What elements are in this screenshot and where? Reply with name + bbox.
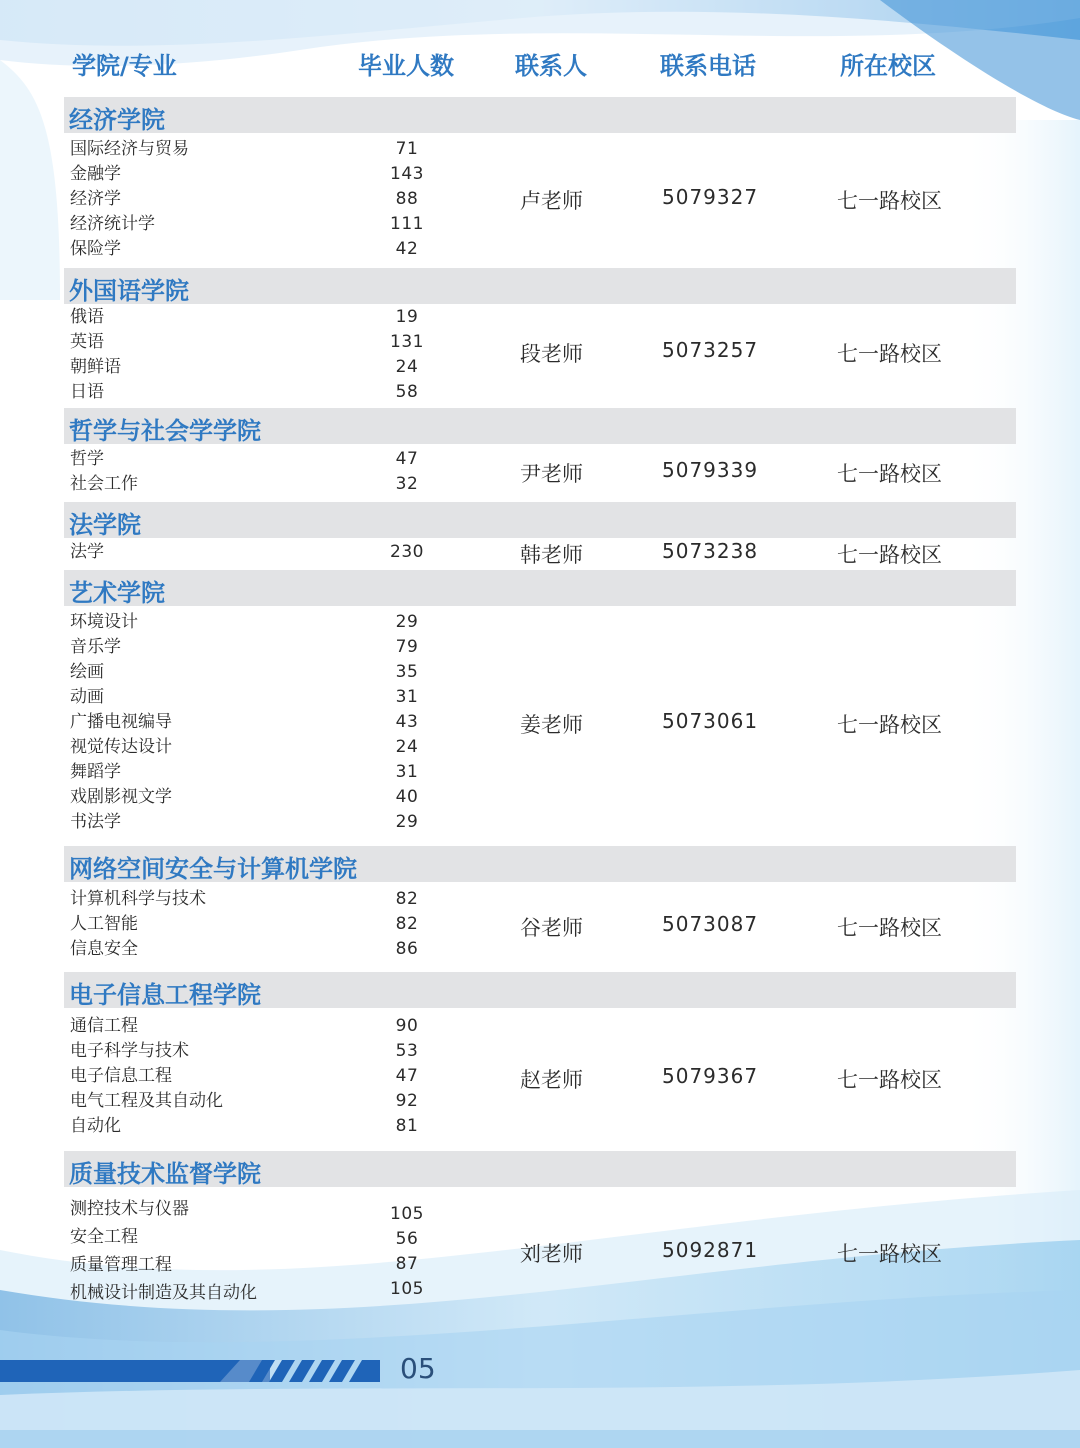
graduate-count: 131 <box>390 332 424 352</box>
major-row <box>70 937 490 962</box>
graduate-count: 56 <box>395 1229 419 1249</box>
major-name: 舞蹈学 <box>70 762 121 782</box>
contact-person: 姜老师 <box>520 713 583 737</box>
campus-name: 七一路校区 <box>837 1068 942 1092</box>
major-name: 通信工程 <box>70 1016 138 1036</box>
campus-name: 七一路校区 <box>837 342 942 366</box>
major-name: 法学 <box>70 542 104 562</box>
header-phone: 联系电话 <box>660 52 756 80</box>
graduate-count: 90 <box>395 1016 419 1036</box>
major-row <box>70 635 490 660</box>
graduate-count: 87 <box>395 1254 419 1274</box>
contact-person: 刘老师 <box>520 1242 583 1266</box>
contact-phone: 5073238 <box>662 539 759 563</box>
major-row <box>70 1114 490 1139</box>
campus-name: 七一路校区 <box>837 916 942 940</box>
major-list <box>70 1014 490 1139</box>
major-name: 书法学 <box>70 812 121 832</box>
major-name: 电子信息工程 <box>70 1066 172 1086</box>
section-header-bar <box>64 97 1016 133</box>
graduate-count: 92 <box>395 1091 419 1111</box>
major-list <box>70 887 490 962</box>
contact-person: 段老师 <box>520 342 583 366</box>
major-name: 电气工程及其自动化 <box>70 1091 223 1111</box>
major-row <box>70 912 490 937</box>
graduate-count: 230 <box>390 542 424 562</box>
major-row <box>70 330 490 355</box>
major-row <box>70 447 490 472</box>
table-header <box>0 46 1080 86</box>
major-row <box>70 1225 490 1253</box>
graduate-count: 31 <box>395 762 419 782</box>
contact-phone: 5073061 <box>662 709 759 733</box>
major-row <box>70 735 490 760</box>
contact-person: 赵老师 <box>520 1068 583 1092</box>
graduate-count: 24 <box>395 737 419 757</box>
major-name: 保险学 <box>70 239 121 259</box>
graduate-count: 29 <box>395 612 419 632</box>
major-name: 安全工程 <box>70 1227 138 1247</box>
major-row <box>70 760 490 785</box>
major-name: 视觉传达设计 <box>70 737 172 757</box>
graduate-count: 105 <box>390 1279 424 1299</box>
contact-person: 卢老师 <box>520 189 583 213</box>
major-row <box>70 1039 490 1064</box>
graduate-count: 86 <box>395 939 419 959</box>
contact-phone: 5079327 <box>662 185 759 209</box>
major-name: 英语 <box>70 332 104 352</box>
contact-person: 尹老师 <box>520 462 583 486</box>
section-header-bar <box>64 268 1016 304</box>
page-number: 05 <box>400 1352 436 1385</box>
major-name: 绘画 <box>70 662 104 682</box>
campus-name: 七一路校区 <box>837 543 942 567</box>
major-list <box>70 1197 490 1309</box>
campus-name: 七一路校区 <box>837 189 942 213</box>
section-title: 质量技术监督学院 <box>69 1160 261 1188</box>
major-name: 经济统计学 <box>70 214 155 234</box>
major-name: 测控技术与仪器 <box>70 1199 189 1219</box>
major-name: 音乐学 <box>70 637 121 657</box>
major-row <box>70 685 490 710</box>
major-name: 国际经济与贸易 <box>70 139 189 159</box>
graduate-count: 71 <box>395 139 419 159</box>
graduate-count: 43 <box>395 712 419 732</box>
major-row <box>70 1064 490 1089</box>
contact-person: 谷老师 <box>520 916 583 940</box>
major-name: 动画 <box>70 687 104 707</box>
major-row <box>70 540 490 565</box>
major-name: 计算机科学与技术 <box>70 889 206 909</box>
graduate-count: 82 <box>395 914 419 934</box>
major-row <box>70 660 490 685</box>
section-title: 外国语学院 <box>69 277 189 305</box>
graduate-count: 47 <box>395 449 419 469</box>
graduate-count: 111 <box>390 214 424 234</box>
major-name: 俄语 <box>70 307 104 327</box>
contact-phone: 5073257 <box>662 338 759 362</box>
campus-name: 七一路校区 <box>837 713 942 737</box>
major-name: 环境设计 <box>70 612 138 632</box>
major-row <box>70 785 490 810</box>
contact-phone: 5079367 <box>662 1064 759 1088</box>
graduate-count: 47 <box>395 1066 419 1086</box>
section-title: 法学院 <box>69 511 141 539</box>
major-name: 哲学 <box>70 449 104 469</box>
major-name: 人工智能 <box>70 914 138 934</box>
contact-phone: 5092871 <box>662 1238 759 1262</box>
major-name: 朝鲜语 <box>70 357 121 377</box>
contact-person: 韩老师 <box>520 543 583 567</box>
graduate-count: 42 <box>395 239 419 259</box>
campus-name: 七一路校区 <box>837 462 942 486</box>
graduate-count: 88 <box>395 189 419 209</box>
section-title: 电子信息工程学院 <box>69 981 261 1009</box>
header-graduates: 毕业人数 <box>358 52 454 80</box>
major-list <box>70 447 490 497</box>
major-row <box>70 355 490 380</box>
major-name: 经济学 <box>70 189 121 209</box>
major-row <box>70 887 490 912</box>
major-row <box>70 187 490 212</box>
section-header-bar <box>64 502 1016 538</box>
section-title: 艺术学院 <box>69 579 165 607</box>
header-contact: 联系人 <box>515 52 587 80</box>
major-row <box>70 472 490 497</box>
major-name: 质量管理工程 <box>70 1255 172 1275</box>
major-row <box>70 1089 490 1114</box>
major-name: 戏剧影视文学 <box>70 787 172 807</box>
graduate-count: 29 <box>395 812 419 832</box>
major-row <box>70 1197 490 1225</box>
major-name: 日语 <box>70 382 104 402</box>
graduate-count: 79 <box>395 637 419 657</box>
graduate-count: 24 <box>395 357 419 377</box>
major-row <box>70 212 490 237</box>
section-title: 网络空间安全与计算机学院 <box>69 855 357 883</box>
footer-stripe-decoration <box>0 1358 380 1384</box>
major-name: 信息安全 <box>70 939 138 959</box>
section-title: 哲学与社会学学院 <box>69 417 261 445</box>
major-list <box>70 305 490 405</box>
major-row <box>70 1281 490 1309</box>
major-row <box>70 810 490 835</box>
graduate-count: 35 <box>395 662 419 682</box>
major-list <box>70 137 490 262</box>
major-row <box>70 710 490 735</box>
header-campus: 所在校区 <box>840 52 936 80</box>
major-row <box>70 162 490 187</box>
major-row <box>70 610 490 635</box>
major-row <box>70 1014 490 1039</box>
major-name: 金融学 <box>70 164 121 184</box>
graduate-count: 32 <box>395 474 419 494</box>
major-name: 广播电视编导 <box>70 712 172 732</box>
major-name: 机械设计制造及其自动化 <box>70 1283 257 1303</box>
section-title: 经济学院 <box>69 106 165 134</box>
major-row <box>70 137 490 162</box>
graduate-count: 81 <box>395 1116 419 1136</box>
graduate-count: 40 <box>395 787 419 807</box>
graduate-count: 53 <box>395 1041 419 1061</box>
major-name: 自动化 <box>70 1116 121 1136</box>
major-row <box>70 380 490 405</box>
graduate-count: 105 <box>390 1204 424 1224</box>
graduate-count: 143 <box>390 164 424 184</box>
major-list <box>70 610 490 835</box>
graduate-count: 31 <box>395 687 419 707</box>
major-row <box>70 237 490 262</box>
graduate-count: 19 <box>395 307 419 327</box>
graduate-count: 82 <box>395 889 419 909</box>
section-header-bar <box>64 570 1016 606</box>
contact-phone: 5073087 <box>662 912 759 936</box>
header-college: 学院/专业 <box>72 52 177 80</box>
major-list <box>70 540 490 565</box>
contact-phone: 5079339 <box>662 458 759 482</box>
major-name: 社会工作 <box>70 474 138 494</box>
campus-name: 七一路校区 <box>837 1242 942 1266</box>
major-name: 电子科学与技术 <box>70 1041 189 1061</box>
major-row <box>70 305 490 330</box>
graduate-count: 58 <box>395 382 419 402</box>
